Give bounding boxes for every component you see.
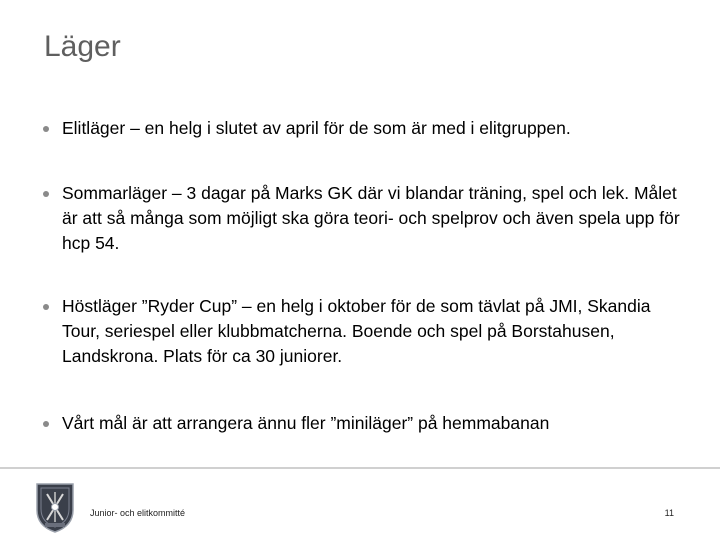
bullet-text: Vårt mål är att arrangera ännu fler ”miniläger” på hemmabanan <box>62 413 550 433</box>
footer-committee-label: Junior- och elitkommitté <box>90 508 186 518</box>
bullet-dot-icon <box>43 191 49 197</box>
footer-divider <box>0 467 720 469</box>
bullet-dot-icon <box>43 126 49 132</box>
bullet-text: Sommarläger – 3 dagar på Marks GK där vi blandar träning, spel och lek. Målet är att så många som möjligt ska göra teori- och spelprov och även spela upp för hcp 54. <box>62 183 680 253</box>
bullet-dot-icon <box>43 421 49 427</box>
club-crest-icon <box>33 480 77 534</box>
bullet-item-3 <box>42 294 692 369</box>
bullet-text: Höstläger ”Ryder Cup” – en helg i oktober för de som tävlat på JMI, Skandia Tour, seriespel eller klubbmatcherna. Boende och spel på Borstahusen, Landskrona. Plats för ca 30 juniorer. <box>62 296 651 366</box>
bullet-item-2 <box>42 181 692 256</box>
bullet-item-1 <box>42 116 692 141</box>
bullet-dot-icon <box>43 304 49 310</box>
bullet-text: Elitläger – en helg i slutet av april för de som är med i elitgruppen. <box>62 118 571 138</box>
page-number: 11 <box>664 508 674 518</box>
bullet-item-4 <box>42 411 692 436</box>
bullet-list <box>42 116 692 476</box>
slide-title: Läger <box>44 30 121 63</box>
